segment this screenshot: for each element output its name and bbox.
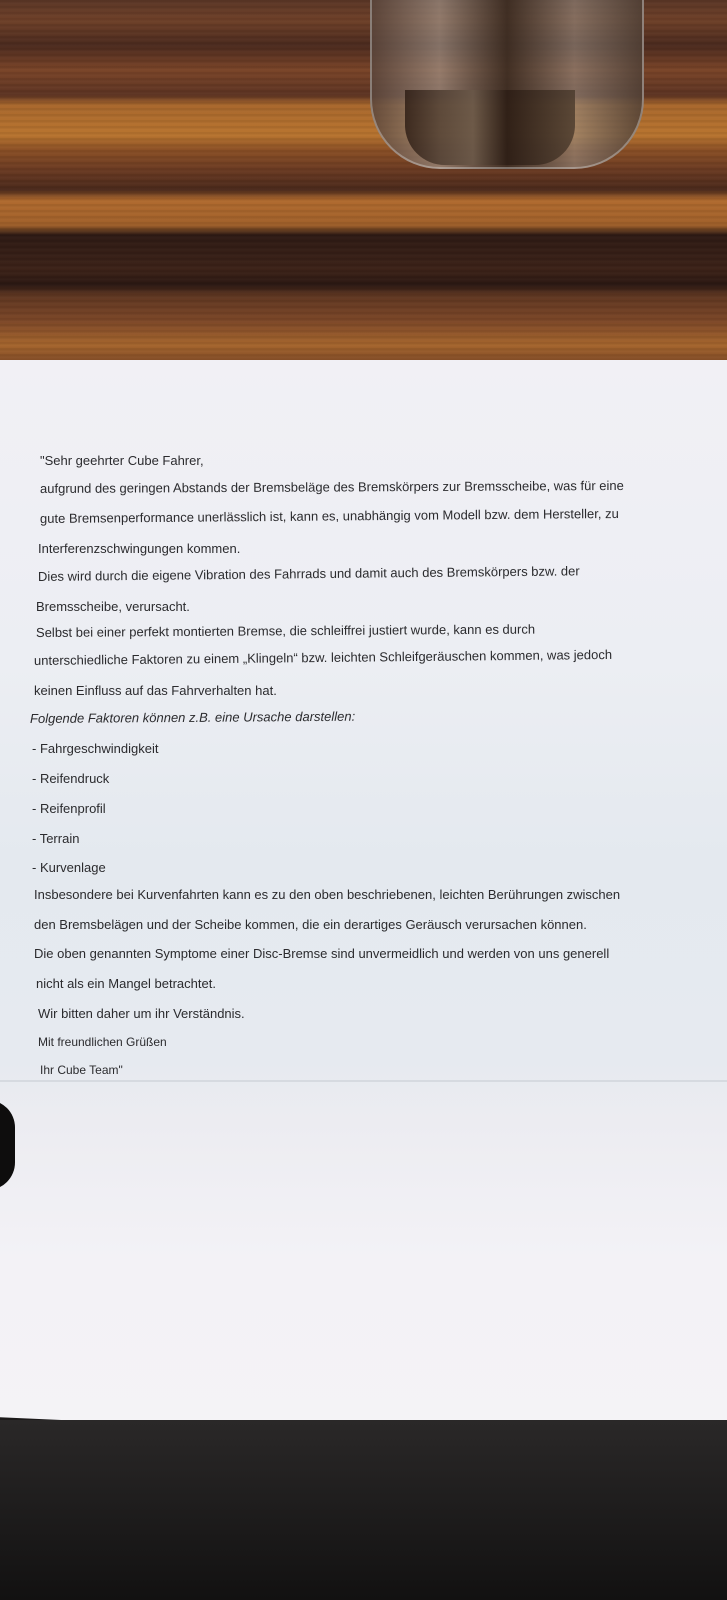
letter-paragraph-1-line-3: Interferenzschwingungen kommen. [38, 541, 241, 556]
letter-signature: Ihr Cube Team" [40, 1063, 123, 1077]
factor-item: - Terrain [32, 831, 80, 846]
letter-salutation: "Sehr geehrter Cube Fahrer, [40, 453, 204, 468]
letter-paragraph-3-line-2: unterschiedliche Faktoren zu einem „Klingeln“ bzw. leichten Schleifgeräuschen kommen, was jedoch [33, 646, 613, 668]
letter-paragraph-4-line-1: Insbesondere bei Kurvenfahrten kann es zu den oben beschriebenen, leichten Berührungen zwischen [34, 887, 621, 902]
factor-item: - Reifenprofil [32, 801, 106, 816]
factor-item: - Reifendruck [32, 771, 110, 786]
factors-intro: Folgende Faktoren können z.B. eine Ursache darstellen: [29, 708, 356, 726]
letter-paragraph-2-line-1: Dies wird durch die eigene Vibration des Fahrrads und damit auch des Bremskörpers bzw. der [37, 563, 580, 584]
letter-paragraph-3-line-1: Selbst bei einer perfekt montierten Bremse, die schleiffrei justiert wurde, kann es durch [35, 621, 536, 640]
letter-paragraph-5-line-1: Die oben genannten Symptome einer Disc-Bremse sind unvermeidlich und werden von uns generell [34, 946, 610, 961]
letter-paragraph-2-line-2: Bremsscheibe, verursacht. [36, 599, 190, 614]
dark-background [0, 1420, 727, 1600]
factor-item: - Kurvenlage [32, 860, 106, 875]
letter-paragraph-4-line-2: den Bremsbelägen und der Scheibe kommen, die ein derartiges Geräusch verursachen können. [34, 917, 587, 932]
drinking-glass-base [405, 90, 575, 165]
letter-paragraph-6: Wir bitten daher um ihr Verständnis. [38, 1006, 245, 1021]
factor-item: - Fahrgeschwindigkeit [32, 741, 159, 756]
letter-closing: Mit freundlichen Grüßen [38, 1035, 167, 1049]
letter-paragraph-5-line-2: nicht als ein Mangel betrachtet. [36, 976, 216, 991]
letter-paragraph-1-line-2: gute Bremsenperformance unerlässlich ist, kann es, unabhängig vom Modell bzw. dem Hersteller, zu [39, 505, 619, 526]
letter-paragraph-1-line-1: aufgrund des geringen Abstands der Bremsbeläge des Bremskörpers zur Bremsscheibe, was für eine [39, 477, 624, 496]
letter-paragraph-3-line-3: keinen Einfluss auf das Fahrverhalten hat. [34, 683, 277, 698]
